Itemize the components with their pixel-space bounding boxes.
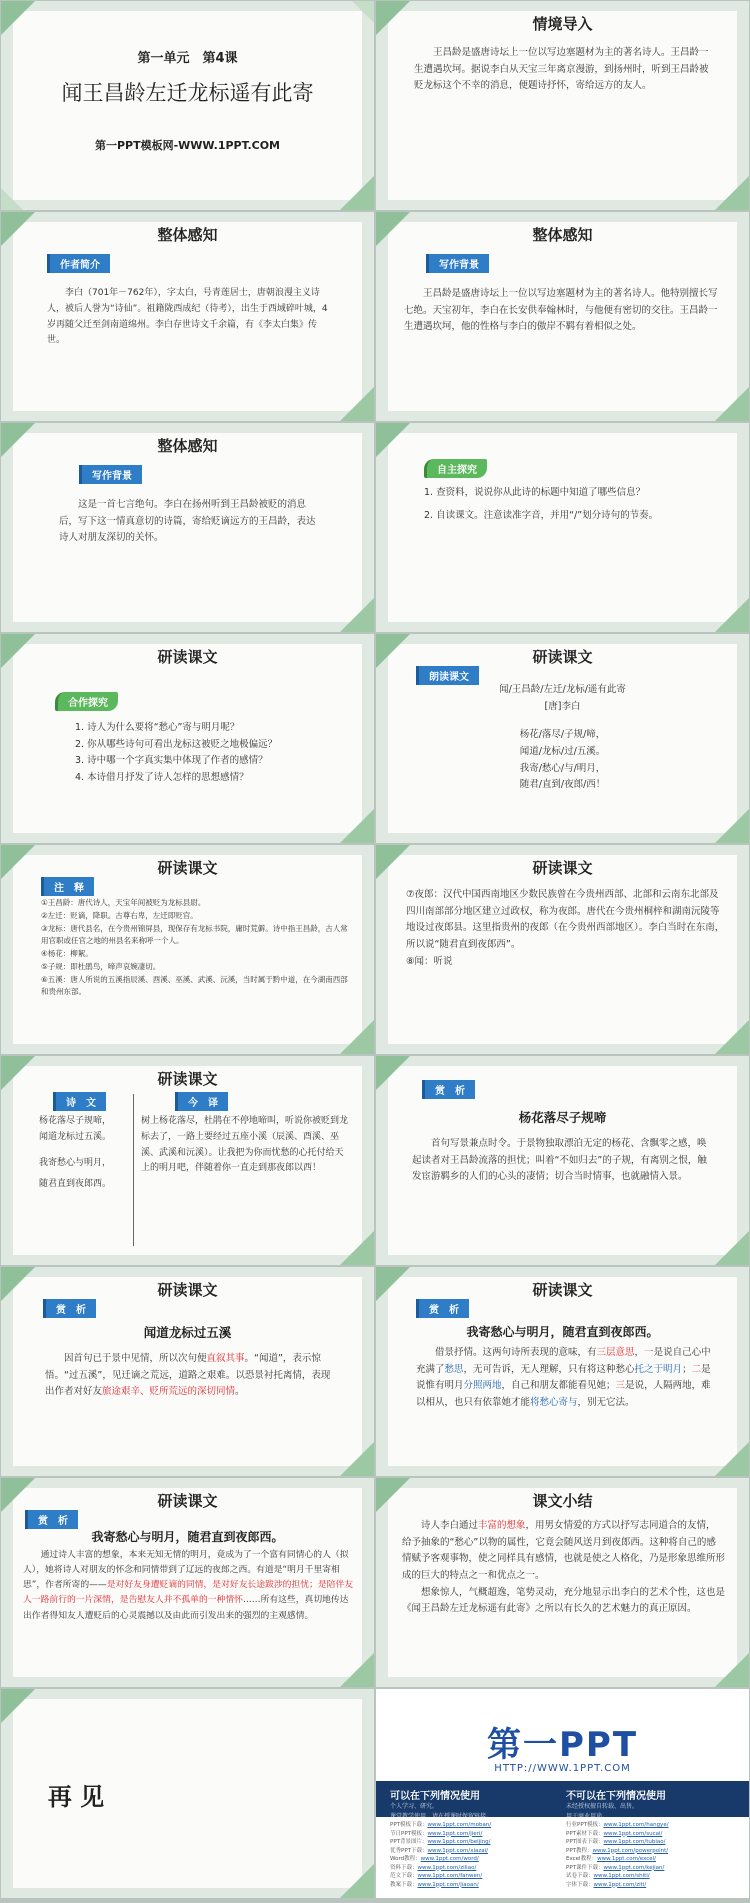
question-item: 2. 你从哪些诗句可看出龙标这被贬之地极偏远？ <box>75 738 278 750</box>
resource-link[interactable]: www.1ppt.com/hangye/ <box>603 1822 669 1828</box>
question-list <box>424 485 719 524</box>
analysis-heading: 杨花落尽子规啼 <box>518 1110 607 1125</box>
slide-goodbye[interactable] <box>1 1689 374 1898</box>
section-badge: 合作探究 <box>55 692 118 711</box>
resource-link[interactable]: www.1ppt.com/powerpoint/ <box>592 1847 669 1854</box>
poem-author: [唐]李白 <box>544 700 581 712</box>
resource-link-label: PPT教程： <box>566 1847 593 1854</box>
notes-text: ⑦夜郎：汉代中国西南地区少数民族曾在今贵州西部、北部和云南东北部及四川南部部分地区建立过政权，称为夜郎。唐代在今贵州桐梓和湖南沅陵等地设过夜郎县。这里指贵州的夜郎（在今贵州西部地区）。李白当时在东南，所以说“随君直到夜郎西”。 ⑧闻：听说 <box>406 887 725 970</box>
question-item: 1. 查资料，说说你从此诗的标题中知道了哪些信息？ <box>424 487 646 498</box>
slide-analysis-2[interactable] <box>1 1267 374 1476</box>
resource-link[interactable]: www.1ppt.com/shiti/ <box>593 1873 650 1880</box>
poem-line: 我寄/愁心/与/明月， <box>519 762 606 774</box>
slide-title-text: 整体感知 <box>157 226 218 244</box>
resource-link-row <box>566 1881 669 1890</box>
slide-intro[interactable] <box>376 1 749 210</box>
cannot-use-title: 不可以在下列情况使用 <box>566 1791 666 1802</box>
resource-link-label: 优秀PPT下载： <box>390 1847 428 1854</box>
resource-link[interactable]: www.1ppt.com/fanwen/ <box>417 1873 483 1880</box>
resource-link[interactable]: www.1ppt.com/ziti/ <box>593 1881 647 1888</box>
translation-text: 树上杨花落尽，杜鹃在不停地啼叫，听说你被贬到龙标去了，一路上要经过五座小溪（辰溪、酉溪、巫溪、武溪和沅溪）。让我把为你而忧愁的心托付给天上的明月吧，伴随着你一直走到那夜郎以西！ <box>141 1116 349 1174</box>
section-badge-right: 今 译 <box>175 1092 228 1111</box>
slide-copyright[interactable] <box>376 1689 749 1898</box>
slide-title-text: 研读课文 <box>532 859 593 877</box>
analysis-heading: 我寄愁心与明月，随君直到夜郎西。 <box>466 1325 659 1339</box>
resource-link-row <box>566 1838 669 1847</box>
section-badge: 写作背景 <box>426 254 489 273</box>
slide-notes-2[interactable] <box>376 845 749 1054</box>
slide-title-text: 研读课文 <box>532 648 593 666</box>
slide-recitation[interactable] <box>376 634 749 843</box>
goodbye-text: 再 见 <box>47 1783 105 1811</box>
unit-label: 第一单元 第4课 <box>137 51 238 66</box>
slide-title-text: 研读课文 <box>532 1281 593 1299</box>
slide-title-text: 研读课文 <box>157 648 218 666</box>
resource-link-row <box>390 1855 491 1864</box>
section-badge: 作者简介 <box>47 254 110 273</box>
note-item: ⑥五溪：唐人所说的五溪指辰溪、酉溪、巫溪、武溪、沅溪，当时属于黔中道，在今湖南西部和贵州东部。 <box>41 974 348 997</box>
slide-author[interactable] <box>1 212 374 421</box>
section-badge: 朗读课文 <box>416 666 479 685</box>
background-text: 这是一首七言绝句。李白在扬州听到王昌龄被贬的消息后，写下这一情真意切的诗篇，寄给贬谪远方的王昌龄，表达诗人对朋友深切的关怀。 <box>59 499 316 544</box>
poem-text: 杨花落尽子规啼， 闻道龙标过五溪。 我寄愁心与明月， 随君直到夜郎西。 <box>39 1116 112 1190</box>
poem-block <box>376 682 749 794</box>
site-label: 第一PPT模板网-WWW.1PPT.COM <box>94 139 281 152</box>
can-use-title: 可以在下列情况使用 <box>390 1791 480 1802</box>
resource-link-label: 试卷下载： <box>566 1873 594 1880</box>
resource-link-label: 行业PPT模板： <box>566 1822 604 1828</box>
slide-title-text: 研读课文 <box>157 859 218 877</box>
analysis-text: 通过诗人丰富的想象，本来无知无情的明月，竟成为了一个富有同情心的人（拟人），她将诗人对朋友的怀念和同情带到了辽远的夜郎之西。有道是“明月千里寄相思”，作者所寄的——是对好友身遭贬谪的同情，是对好友长途跋涉的担忧；是陪伴友人一路前行的一片深情，是告慰友人并不孤单的一种情怀……所有这些，真切地传达出作者得知友人遭贬后的心灵震撼以及由此而引发出来的强烈的主观感情。 <box>23 1550 354 1621</box>
resource-link-label: Word教程： <box>390 1856 421 1863</box>
poem-line: 随君/直到/夜郎/西！ <box>519 779 606 791</box>
intro-text: 王昌龄是盛唐诗坛上一位以写边塞题材为主的著名诗人。王昌龄一生遭遇坎坷。据说李白从天宝三年离京漫游，到扬州时，听到王昌龄被贬龙标这个不幸的消息，便题诗抒怀，寄给远方的友人。 <box>414 47 709 92</box>
slide-title-text: 整体感知 <box>157 437 218 455</box>
analysis-text: 首句写景兼点时令。于景物独取漂泊无定的杨花、含飘零之感，唤起读者对王昌龄流落的担忧；叫着“不如归去”的子规，有离别之恨，触发宦游羁乡的人们的心头的凄情；切合当时情事，也就融情入景。 <box>412 1138 707 1183</box>
resource-link-label: PPT素材下载： <box>566 1830 604 1837</box>
resource-link-row <box>566 1864 669 1873</box>
slide-discussion[interactable] <box>1 634 374 843</box>
analysis-heading: 我寄愁心与明月，随君直到夜郎西。 <box>91 1530 284 1544</box>
poem-line: 闻道/龙标/过/五溪。 <box>519 745 606 757</box>
slide-notes[interactable] <box>1 845 374 1054</box>
resource-link-label: PPT课件下载： <box>566 1864 604 1871</box>
usage-band: 可以在下列情况使用 个人学习、研究。 不可以在下列情况使用 未经授权擅自转载、出售。 <box>376 1781 749 1898</box>
resource-link[interactable]: www.1ppt.com/xiazai/ <box>427 1847 489 1854</box>
slide-self-study[interactable] <box>376 423 749 632</box>
resource-link-label: 教案下载： <box>390 1881 418 1888</box>
section-badge: 写作背景 <box>79 465 142 484</box>
note-item: ⑤子规：即杜鹃鸟，啼声哀婉凄切。 <box>41 961 161 971</box>
section-badge: 赏 析 <box>25 1510 78 1529</box>
ppt-logo: 第一PPT <box>486 1725 639 1765</box>
question-list <box>75 720 350 787</box>
note-item: ③龙标：唐代县名，在今贵州锦屏县，现保存有龙标书院，庸时荒僻。诗中指王昌龄，古人常用官职或任官之地的州县名来称呼一个人。 <box>41 923 348 946</box>
note-item: ④杨花：柳絮。 <box>41 949 93 958</box>
resource-link-row <box>390 1830 491 1839</box>
slide-title-text: 研读课文 <box>157 1070 218 1088</box>
resource-link[interactable]: www.1ppt.com/beijing/ <box>427 1839 491 1846</box>
resource-link[interactable]: www.1ppt.com/moban/ <box>427 1822 492 1828</box>
slide-analysis-4[interactable] <box>1 1478 374 1687</box>
resource-link-row <box>390 1838 491 1847</box>
slide-title-text: 整体感知 <box>532 226 593 244</box>
analysis-text: 因首句已于景中见情，所以次句便直叙其事。“闻道”，表示惊悟。“过五溪”，见迁谪之荒远，道路之艰难。以恐景衬托离情，表现出作者对好友旅途艰辛、贬所荒远的深切同情。 <box>45 1353 331 1398</box>
lesson-title: 闻王昌龄左迁龙标遥有此寄 <box>61 81 314 105</box>
resource-link-label: 范文下载： <box>390 1873 418 1880</box>
slide-title[interactable] <box>1 1 374 210</box>
resource-link-row <box>566 1855 669 1864</box>
resource-link-row <box>566 1847 669 1856</box>
resource-link[interactable]: www.1ppt.com/kejian/ <box>603 1864 665 1871</box>
resource-link-row <box>390 1872 491 1881</box>
slide-background-2[interactable] <box>1 423 374 632</box>
section-badge: 赏 析 <box>43 1299 96 1318</box>
note-item: ⑧闻：听说 <box>406 955 453 967</box>
ppt-url[interactable]: HTTP://WWW.1PPT.COM <box>494 1763 631 1774</box>
section-badge: 自主探究 <box>424 459 487 478</box>
resource-link[interactable]: www.1ppt.com/tubiao/ <box>603 1839 666 1846</box>
slide-analysis-3[interactable] <box>376 1267 749 1476</box>
resource-link-label: 节日PPT模板： <box>390 1830 428 1837</box>
slide-analysis-1[interactable] <box>376 1056 749 1265</box>
summary-text: 诗人李白通过丰富的想象，用男女情爱的方式以抒写志同道合的友情，给予抽象的“愁心”以物的属性，它竟会随风送月到夜郎西。这种将自己的感情赋予客观事物，使之同样具有感情，也就是使之人格化，乃是形象思维所形成的巨大的特点之一和优点之一。 想象惊人，气概超逸，笔势灵动，充分地显示出李白的艺术个性，这也是《闻王昌龄左迁龙标遥有此寄》之所以有长久的艺术魅力的真正原因。 <box>402 1520 726 1615</box>
resource-link-label: PPT图表下载： <box>566 1839 604 1846</box>
resource-link-row <box>566 1830 669 1839</box>
resource-link-label: Excel教程： <box>566 1856 598 1863</box>
question-item: 1. 诗人为什么要将“愁心”寄与明月呢？ <box>75 722 240 733</box>
analysis-text: 借景抒情。这两句诗所表现的意味，有三层意思，一是说自己心中充满了愁思，无可告诉，无人理解，只有将这种愁心托之于明月；二是说惟有明月分照两地，自己和朋友都能看见她；三是说，人隔两地，难以相从，也只有依靠她才能将愁心寄与，别无它法。 <box>416 1347 711 1408</box>
resource-link-label: PPT模板下载： <box>390 1822 428 1828</box>
resource-link-label: PPT背景图片： <box>390 1839 428 1846</box>
question-item: 2. 自读课文。注意读准字音，并用“/”划分诗句的节奏。 <box>424 509 659 521</box>
slide-background-1[interactable] <box>376 212 749 421</box>
resource-link-row <box>390 1821 491 1830</box>
resource-link[interactable]: www.1ppt.com/ziliao/ <box>417 1864 477 1871</box>
background-text: 王昌龄是盛唐诗坛上一位以写边塞题材为主的著名诗人。他特别擅长写七绝。天宝初年，李白在长安供奉翰林时，与他便有密切的交往。王昌龄一生遭遇坎坷，他的性格与李白的傲岸不羁有着相似之处。 <box>404 288 718 333</box>
note-item: ①王昌龄：唐代诗人，天宝年间被贬为龙标县尉。 <box>41 898 206 907</box>
slide-summary[interactable] <box>376 1478 749 1687</box>
resource-links <box>376 1817 749 1898</box>
resource-link[interactable]: www.1ppt.com/excel/ <box>597 1856 657 1863</box>
resource-link-row <box>566 1821 669 1830</box>
slide-title-text: 研读课文 <box>157 1492 218 1510</box>
section-badge: 注 释 <box>41 877 94 896</box>
resource-link-row <box>566 1872 669 1881</box>
section-badge-left: 诗 文 <box>53 1092 106 1111</box>
resource-link[interactable]: www.1ppt.com/jiaoan/ <box>417 1881 479 1888</box>
resource-link-row <box>390 1881 491 1890</box>
poem-title: 闻/王昌龄/左迁/龙标/遥有此寄 <box>499 684 626 695</box>
author-text: 李白（701年－762年），字太白，号青莲居士，唐朝浪漫主义诗人，被后人誉为“诗仙”。祖籍陇西成纪（待考），出生于西域碎叶城，4岁再随父迁至剑南道绵州。李白存世诗文千余篇，有《李太白集》传世。 <box>47 288 328 346</box>
notes-list <box>41 897 348 999</box>
resource-link-label: 资料下载： <box>390 1864 418 1871</box>
resource-link-label: 字体下载： <box>566 1881 594 1888</box>
slide-title-text: 情境导入 <box>532 15 593 33</box>
resource-link[interactable]: www.1ppt.com/sucai/ <box>603 1830 663 1837</box>
resource-link-row <box>390 1847 491 1856</box>
slide-translation[interactable] <box>1 1056 374 1265</box>
resource-link[interactable]: www.1ppt.com/word/ <box>420 1856 479 1863</box>
note-item: ②左迁：贬谪，降职。古尊右卑，左迁即贬官。 <box>41 910 198 920</box>
poem-line: 杨花/落尽/子规/啼， <box>519 729 606 741</box>
slide-title-text: 研读课文 <box>157 1281 218 1299</box>
resource-link-row <box>390 1864 491 1873</box>
section-badge: 赏 析 <box>422 1080 475 1099</box>
analysis-heading: 闻道龙标过五溪 <box>143 1325 232 1340</box>
question-item: 4. 本诗借月抒发了诗人怎样的思想感情？ <box>75 771 249 783</box>
question-item: 3. 诗中哪一个字真实集中体现了作者的感情？ <box>75 755 268 767</box>
resource-link[interactable]: www.1ppt.com/jieri/ <box>427 1830 483 1837</box>
slide-title-text: 课文小结 <box>532 1492 593 1510</box>
section-badge: 赏 析 <box>416 1299 469 1318</box>
